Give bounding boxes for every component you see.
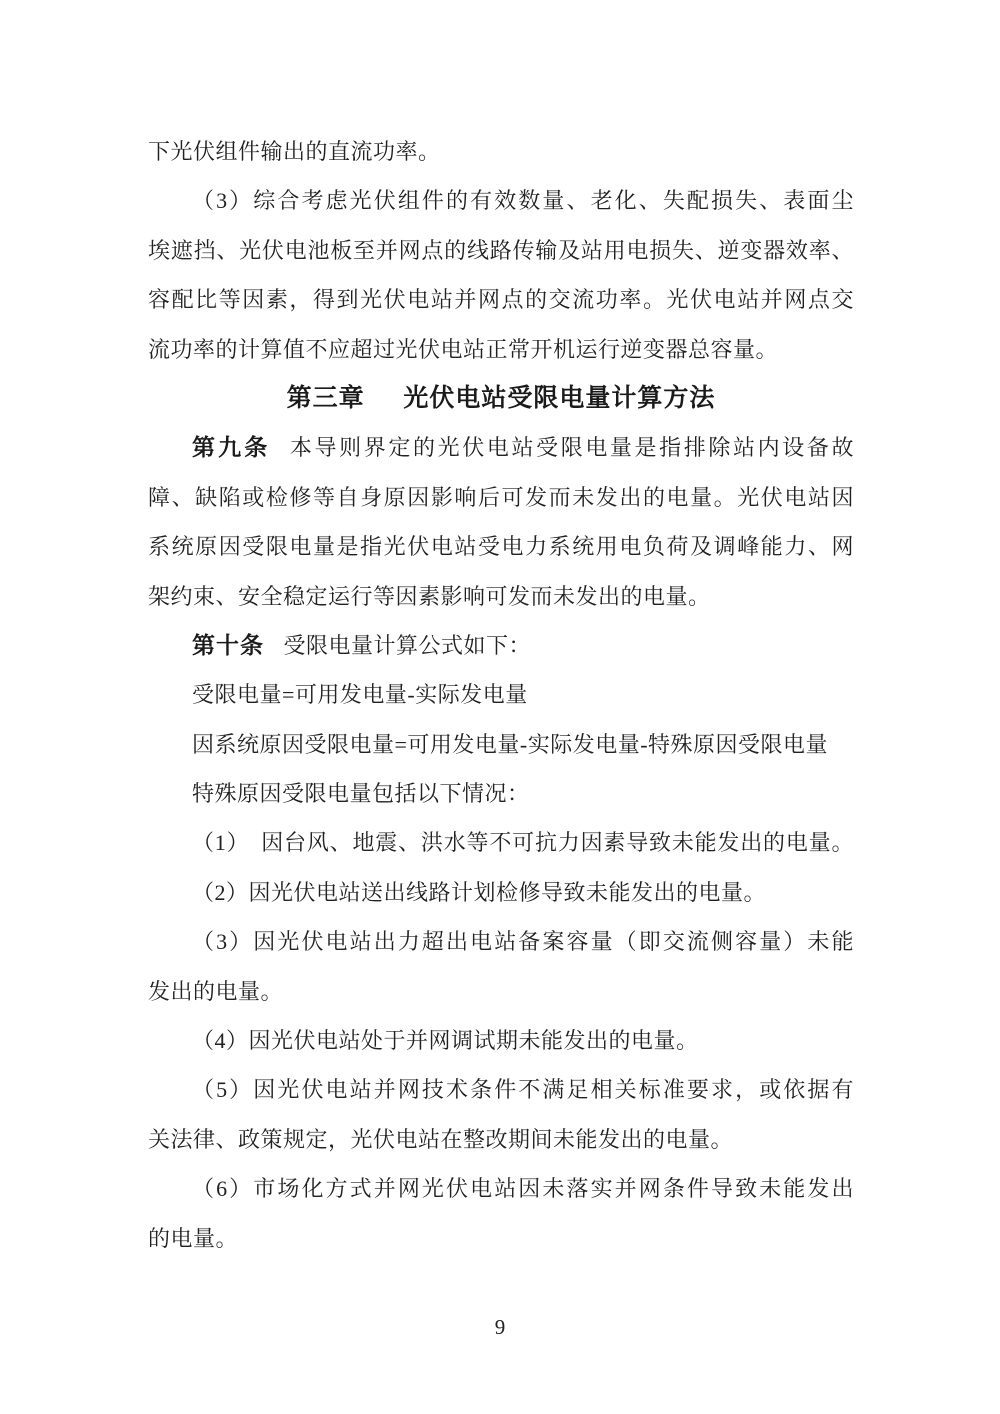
- list-item: （4）因光伏电站处于并网调试期未能发出的电量。: [192, 1028, 699, 1054]
- article-number: 第十条: [192, 631, 264, 658]
- body-line: 关法律、政策规定，光伏电站在整改期间未能发出的电量。: [148, 1126, 734, 1152]
- list-item: （2）因光伏电站送出线路计划检修导致未能发出的电量。: [192, 879, 767, 905]
- chapter-heading: [148, 374, 854, 423]
- body-line: 流功率的计算值不应超过光伏电站正常开机运行逆变器总容量。: [148, 336, 779, 362]
- body-line: 发出的电量。: [148, 978, 284, 1004]
- chapter-number: 第三章: [286, 383, 365, 412]
- article-line: [148, 423, 854, 472]
- page-number: 9: [494, 1315, 506, 1339]
- body-line: 特殊原因受限电量包括以下情况：: [192, 781, 530, 807]
- list-item: （6）市场化方式并网光伏电站因未落实并网条件导致未能发出: [192, 1176, 854, 1202]
- body-line: 埃遮挡、光伏电池板至并网点的线路传输及站用电损失、逆变器效率、: [148, 237, 854, 263]
- article-number: 第九条: [192, 434, 271, 461]
- formula-line: 因系统原因受限电量=可用发电量-实际发电量-特殊原因受限电量: [192, 731, 829, 757]
- article-text: 本导则界定的光伏电站受限电量是指排除站内设备故: [289, 435, 854, 461]
- body-line: 系统原因受限电量是指光伏电站受电力系统用电负荷及调峰能力、网: [148, 534, 854, 560]
- body-line: 架约束、安全稳定运行等因素影响可发而未发出的电量。: [148, 583, 711, 609]
- body-line: 的电量。: [148, 1225, 239, 1251]
- article-line: [148, 621, 854, 670]
- list-item: （1） 因台风、地震、洪水等不可抗力因素导致未能发出的电量。: [192, 830, 854, 856]
- article-text: 受限电量计算公式如下：: [283, 632, 532, 658]
- chapter-title: 光伏电站受限电量计算方法: [403, 383, 716, 412]
- body-line: 障、缺陷或检修等自身原因影响后可发而未发出的电量。光伏电站因: [148, 484, 854, 510]
- body-line: 容配比等因素，得到光伏电站并网点的交流功率。光伏电站并网点交: [148, 287, 854, 313]
- body-line: 下光伏组件输出的直流功率。: [148, 139, 441, 164]
- body-line: （3）综合考虑光伏组件的有效数量、老化、失配损失、表面尘: [192, 188, 854, 214]
- formula-line: 受限电量=可用发电量-实际发电量: [192, 682, 528, 708]
- list-item: （3）因光伏电站出力超出电站备案容量（即交流侧容量）未能: [192, 929, 854, 955]
- page-body: [148, 127, 854, 1263]
- list-item: （5）因光伏电站并网技术条件不满足相关标准要求，或依据有: [192, 1077, 854, 1103]
